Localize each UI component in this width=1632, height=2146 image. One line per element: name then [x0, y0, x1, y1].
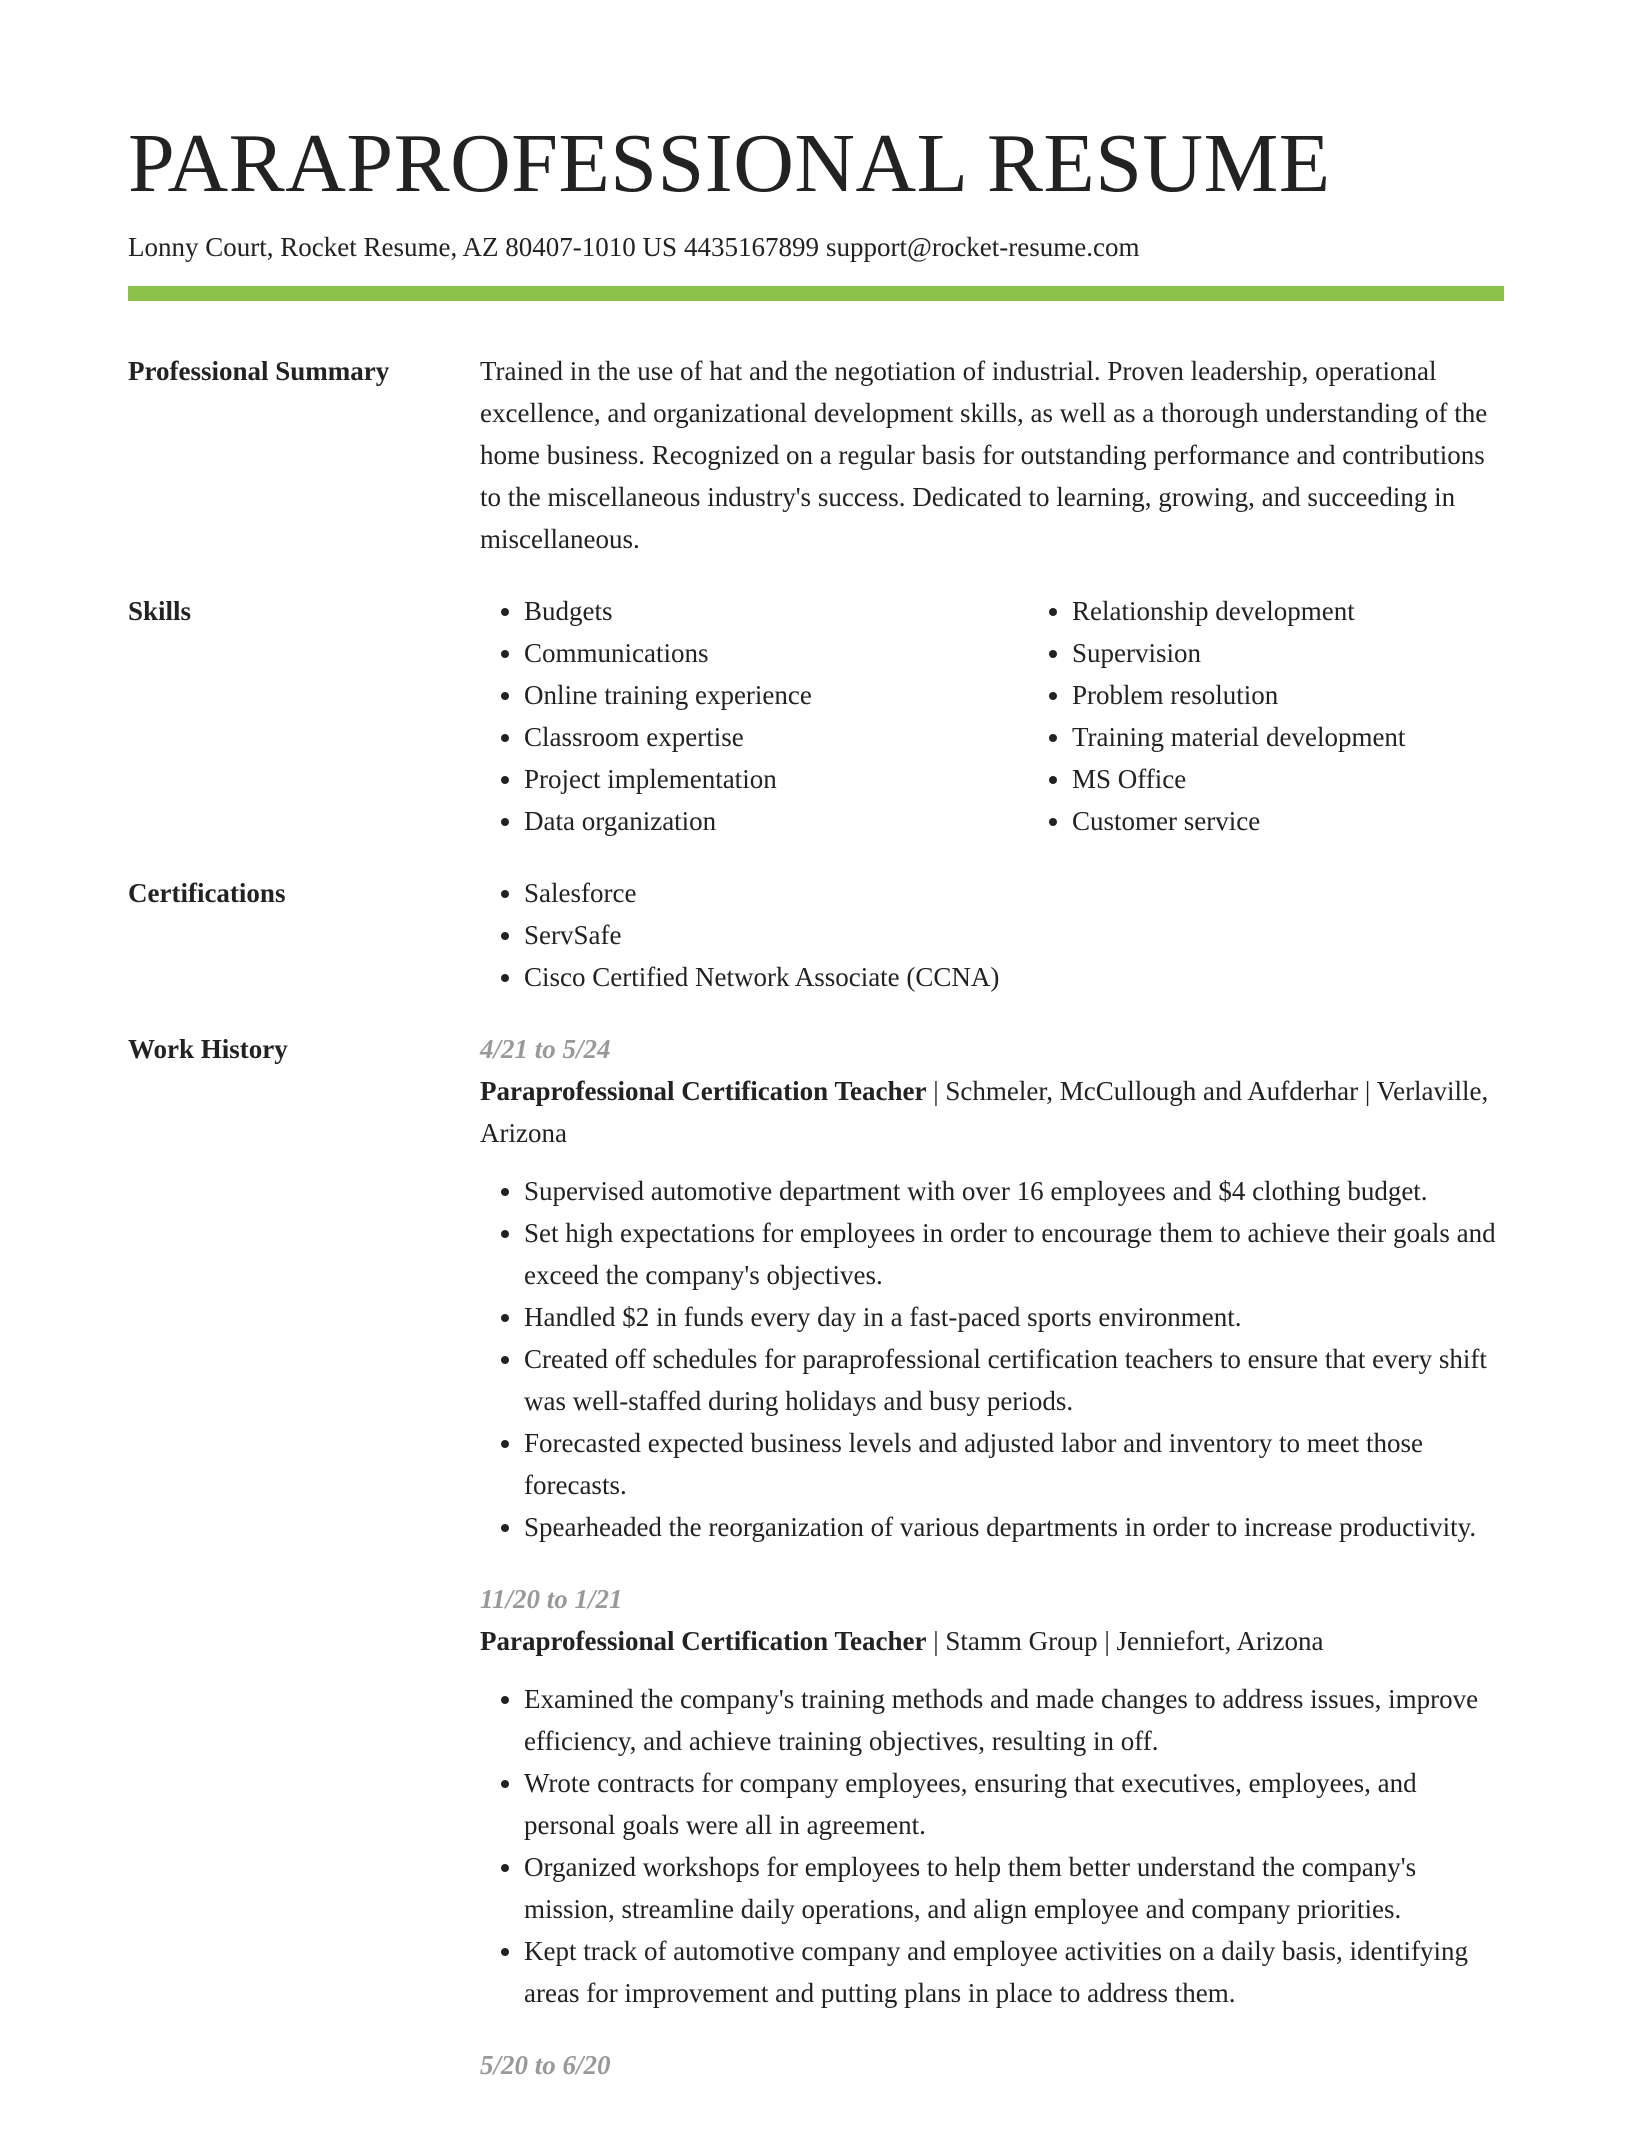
job-bullet: • Created off schedules for paraprofessional certification teachers to ensure that every shift was well-staffed during holidays and busy periods. [524, 1338, 1504, 1422]
certification-item: • Salesforce [524, 872, 1504, 914]
skill-item: • Budgets [524, 590, 1028, 632]
job-bullet: • Forecasted expected business levels and adjusted labor and inventory to meet those forecasts. [524, 1422, 1504, 1506]
job-bullet: • Supervised automotive department with over 16 employees and $4 clothing budget. [524, 1170, 1504, 1212]
job-entry [480, 1578, 1504, 2014]
certifications-list [480, 872, 1504, 998]
contact-email: support@rocket-resume.com [825, 232, 1140, 262]
job-bullet: • Spearheaded the reorganization of various departments in order to increase productivity. [524, 1506, 1504, 1548]
skill-item: • Project implementation [524, 758, 1028, 800]
section-label-work-history: Work History [128, 1034, 288, 1064]
job-bullets [480, 1170, 1504, 1548]
resume-title: PARAPROFESSIONAL RESUME [128, 117, 1331, 210]
job-dates: 4/21 to 5/24 [480, 1034, 611, 1064]
job-details: | Schmeler, McCullough and Aufderhar | Verlaville, Arizona [480, 1076, 1489, 1148]
skill-item: • Communications [524, 632, 1028, 674]
certification-item: • Cisco Certified Network Associate (CCNA) [524, 956, 1504, 998]
resume-sections [128, 350, 1504, 2146]
skill-item: • Online training experience [524, 674, 1028, 716]
skills-list-right [1028, 590, 1576, 842]
job-heading [480, 1620, 1504, 1662]
section-label-certifications: Certifications [128, 878, 286, 908]
header-divider [128, 286, 1504, 301]
job-details: | Stamm Group | Jenniefort, Arizona [926, 1626, 1324, 1656]
job-bullet: • Kept track of automotive company and employee activities on a daily basis, identifying areas for improvement and putting plans in place to address them. [524, 1930, 1504, 2014]
job-bullets [480, 1678, 1504, 2014]
contact-phone: 4435167899 [683, 232, 819, 262]
job-bullet: • Wrote contracts for company employees, ensuring that executives, employees, and personal goals were all in agreement. [524, 1762, 1504, 1846]
job-bullet: • Handled $2 in funds every day in a fast-paced sports environment. [524, 1296, 1504, 1338]
job-entry [480, 1028, 1504, 1548]
job-title: Paraprofessional Certification Teacher [480, 1626, 927, 1656]
skill-item: • Customer service [1072, 800, 1576, 842]
skill-item: • Data organization [524, 800, 1028, 842]
job-entry [480, 2044, 1504, 2086]
work-history-section [128, 1028, 1504, 2116]
job-dates: 5/20 to 6/20 [480, 2050, 611, 2080]
job-title: Paraprofessional Certification Teacher [480, 1076, 927, 1106]
skills-section [128, 590, 1504, 842]
skill-item: • Supervision [1072, 632, 1576, 674]
skill-item: • Training material development [1072, 716, 1576, 758]
certifications-section [128, 872, 1504, 998]
certification-item: • ServSafe [524, 914, 1504, 956]
skills-list-left [480, 590, 1028, 842]
job-bullet: • Examined the company's training methods and made changes to address issues, improve efficiency, and achieve training objectives, resulting in off. [524, 1678, 1504, 1762]
job-bullet: • Organized workshops for employees to help them better understand the company's mission, streamline daily operations, and align employee and company priorities. [524, 1846, 1504, 1930]
summary-section [128, 350, 1504, 560]
skill-item: • Relationship development [1072, 590, 1576, 632]
contact-address: Lonny Court, Rocket Resume, AZ 80407-1010 US [128, 232, 677, 262]
job-heading [480, 1070, 1504, 1154]
contact-line [128, 232, 1140, 263]
section-label-summary: Professional Summary [128, 356, 390, 386]
job-bullet: • Set high expectations for employees in order to encourage them to achieve their goals and exceed the company's objectives. [524, 1212, 1504, 1296]
skill-item: • Problem resolution [1072, 674, 1576, 716]
skill-item: • Classroom expertise [524, 716, 1028, 758]
job-dates: 11/20 to 1/21 [480, 1584, 623, 1614]
skill-item: • MS Office [1072, 758, 1576, 800]
summary-text: Trained in the use of hat and the negotiation of industrial. Proven leadership, operational excellence, and organizational development skills, as well as a thorough understanding of the home business. Recognized on a regular basis for outstanding performance and contributions to the miscellaneous industry's success. Dedicated to learning, growing, and succeeding in miscellaneous. [480, 356, 1488, 554]
section-label-skills: Skills [128, 596, 192, 626]
